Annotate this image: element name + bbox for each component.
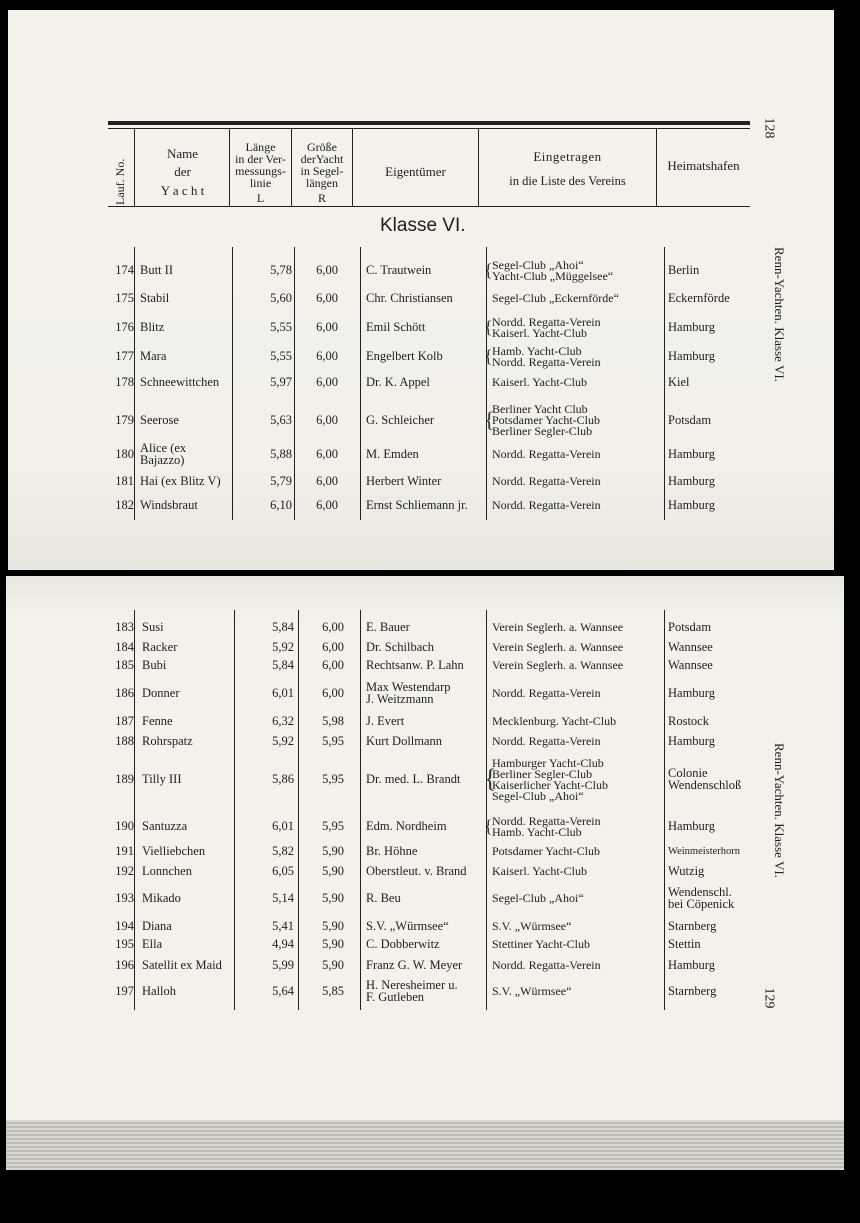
yacht-name: Fenne xyxy=(142,714,173,728)
owner-name: E. Bauer xyxy=(366,620,410,634)
club-entry: S.V. „Würmsee“ xyxy=(492,919,572,933)
yacht-name: Mikado xyxy=(142,891,181,905)
owner-name: Engelbert Kolb xyxy=(366,349,443,363)
yacht-name: Mara xyxy=(140,349,167,363)
header-name-3: Y a c h t xyxy=(160,183,205,198)
club-entry: Potsdamer Yacht-Club xyxy=(492,844,600,858)
yacht-name: Santuzza xyxy=(142,819,188,833)
length-value: 5,84 xyxy=(272,620,294,634)
header-laenge-3: messungs- xyxy=(235,164,286,178)
row-number: 189 xyxy=(115,772,134,786)
length-value: 5,60 xyxy=(270,291,292,305)
length-value: 6,01 xyxy=(272,686,294,700)
header-groesse-2: derYacht xyxy=(300,152,344,166)
header-bottom-rule xyxy=(108,206,750,207)
row-number: 187 xyxy=(115,714,134,728)
yacht-name: Rohrspatz xyxy=(142,734,193,748)
length-value: 5,79 xyxy=(270,474,292,488)
home-port: Starnberg xyxy=(668,984,717,998)
brace-mark: { xyxy=(484,345,493,366)
row-number: 183 xyxy=(115,620,134,634)
home-port: Starnberg xyxy=(668,919,717,933)
club-entry: Verein Seglerh. a. Wannsee xyxy=(492,658,624,672)
yacht-name: Tilly III xyxy=(142,772,182,786)
club-entry: Berliner Yacht Club xyxy=(492,402,588,416)
brace-mark: { xyxy=(484,316,493,337)
header-eingetragen-2: in die Liste des Vereins xyxy=(509,174,626,188)
home-port: Hamburg xyxy=(668,819,715,833)
home-port: Hamburg xyxy=(668,686,715,700)
club-entry: Nordd. Regatta-Verein xyxy=(492,314,601,329)
length-value: 5,14 xyxy=(272,891,294,905)
row-number: 196 xyxy=(115,958,134,972)
header-name-1: Name xyxy=(166,146,199,161)
home-port: Potsdam xyxy=(668,620,712,634)
club-entry: Verein Seglerh. a. Wannsee xyxy=(492,620,624,634)
yacht-name: Ella xyxy=(142,937,163,951)
yacht-name: Satellit ex Maid xyxy=(142,958,222,972)
header-top-rule-thin xyxy=(108,128,750,129)
row-number: 193 xyxy=(115,891,134,905)
owner-name: Dr. Schilbach xyxy=(366,640,435,654)
header-laenge-1: Länge xyxy=(245,140,276,154)
home-port: Hamburg xyxy=(668,320,715,334)
length-value: 6,10 xyxy=(270,498,292,512)
header-top-rule xyxy=(108,121,750,125)
page-number-bottom: 129 xyxy=(761,987,777,1009)
length-value: 6,01 xyxy=(272,819,294,833)
owner-name: Oberstleut. v. Brand xyxy=(366,864,467,878)
yacht-name: Bajazzo) xyxy=(140,453,185,467)
yacht-name: Racker xyxy=(142,640,178,654)
sail-size-value: 6,00 xyxy=(316,447,338,461)
sail-size-value: 5,90 xyxy=(322,937,344,951)
row-number: 194 xyxy=(115,919,134,933)
sail-size-value: 6,00 xyxy=(316,320,338,334)
sail-size-value: 6,00 xyxy=(316,413,338,427)
length-value: 4,94 xyxy=(272,937,294,951)
home-port: bei Cöpenick xyxy=(668,897,735,911)
sail-size-value: 6,00 xyxy=(316,291,338,305)
owner-name: M. Emden xyxy=(366,447,419,461)
yacht-name: Susi xyxy=(142,620,164,634)
club-entry: Nordd. Regatta-Verein xyxy=(492,498,601,512)
club-entry: Hamb. Yacht-Club xyxy=(492,824,582,839)
home-port: Weinmeisterhorn xyxy=(668,846,741,857)
header-groesse-3: in Segel- xyxy=(300,164,344,178)
owner-name: Kurt Dollmann xyxy=(366,734,443,748)
sail-size-value: 6,00 xyxy=(322,620,344,634)
row-number: 178 xyxy=(115,375,134,389)
sail-size-value: 5,90 xyxy=(322,844,344,858)
header-eingetragen-1: Eingetragen xyxy=(533,149,602,164)
yacht-name: Donner xyxy=(142,686,180,700)
row-number: 195 xyxy=(115,937,134,951)
sail-size-value: 6,00 xyxy=(316,375,338,389)
owner-name: H. Neresheimer u. xyxy=(366,978,458,992)
owner-name: Max Westendarp xyxy=(366,680,451,694)
header-groesse-1: Größe xyxy=(307,140,337,154)
home-port: Hamburg xyxy=(668,447,715,461)
owner-name: R. Beu xyxy=(366,891,401,905)
owner-name: J. Evert xyxy=(366,714,405,728)
yacht-name: Butt II xyxy=(140,263,173,277)
home-port: Potsdam xyxy=(668,413,712,427)
yacht-name: Halloh xyxy=(142,984,177,998)
row-number: 182 xyxy=(115,498,134,512)
club-entry: Mecklenburg. Yacht-Club xyxy=(492,714,617,728)
club-entry: Segel-Club „Eckernförde“ xyxy=(492,291,619,305)
length-value: 5,97 xyxy=(270,375,292,389)
club-entry: Nordd. Regatta-Verein xyxy=(492,447,601,461)
sail-size-value: 5,90 xyxy=(322,891,344,905)
page-edges xyxy=(6,1120,844,1170)
length-value: 5,82 xyxy=(272,844,294,858)
home-port: Wannsee xyxy=(668,658,713,672)
sail-size-value: 5,90 xyxy=(322,919,344,933)
sail-size-value: 5,90 xyxy=(322,958,344,972)
brace-mark: { xyxy=(484,815,493,836)
home-port: Wannsee xyxy=(668,640,713,654)
header-laenge-5: L xyxy=(256,191,265,205)
club-entry: Nordd. Regatta-Verein xyxy=(492,734,601,748)
page-number-top: 128 xyxy=(761,117,777,139)
row-number: 185 xyxy=(115,658,134,672)
sail-size-value: 6,00 xyxy=(316,263,338,277)
owner-name: F. Gutleben xyxy=(366,990,425,1004)
home-port: Wendenschl. xyxy=(668,885,732,899)
yacht-name: Lonnchen xyxy=(142,864,192,878)
owner-name: G. Schleicher xyxy=(366,413,435,427)
row-number: 184 xyxy=(115,640,134,654)
owner-name: S.V. „Würmsee“ xyxy=(366,919,449,933)
sail-size-value: 6,00 xyxy=(322,658,344,672)
yacht-name: Bubi xyxy=(142,658,167,672)
length-value: 6,32 xyxy=(272,714,294,728)
owner-name: Emil Schött xyxy=(366,320,426,334)
row-number: 181 xyxy=(115,474,134,488)
club-entry: Hamb. Yacht-Club xyxy=(492,343,582,358)
header-groesse-5: R xyxy=(317,191,326,205)
length-value: 5,78 xyxy=(270,263,292,277)
length-value: 5,88 xyxy=(270,447,292,461)
owner-name: Rechtsanw. P. Lahn xyxy=(366,658,464,672)
row-number: 175 xyxy=(115,291,134,305)
length-value: 5,86 xyxy=(272,772,294,786)
row-number: 186 xyxy=(115,686,134,700)
club-entry: Berliner Segler-Club xyxy=(492,424,593,438)
brace-mark: { xyxy=(484,259,493,280)
club-entry: S.V. „Würmsee“ xyxy=(492,984,572,998)
length-value: 5,92 xyxy=(272,734,294,748)
header-eigentuemer: Eigentümer xyxy=(385,164,446,179)
club-entry: Hamburger Yacht-Club xyxy=(492,755,604,770)
row-number: 174 xyxy=(115,263,134,277)
home-port: Hamburg xyxy=(668,734,715,748)
home-port: Stettin xyxy=(668,937,701,951)
length-value: 6,05 xyxy=(272,864,294,878)
home-port: Hamburg xyxy=(668,349,715,363)
yacht-name: Stabil xyxy=(140,291,170,305)
owner-name: Franz G. W. Meyer xyxy=(366,958,463,972)
club-entry: Nordd. Regatta-Verein xyxy=(492,813,601,828)
running-head-top: Renn-Yachten. Klasse VI. xyxy=(772,247,787,382)
owner-name: Herbert Winter xyxy=(366,474,442,488)
header-laenge-2: in der Ver- xyxy=(235,152,286,166)
club-entry: Segel-Club „Ahoi“ xyxy=(492,257,584,272)
club-entry: Nordd. Regatta-Verein xyxy=(492,354,601,369)
yacht-name: Seerose xyxy=(140,413,179,427)
yacht-name: Hai (ex Blitz V) xyxy=(140,474,221,488)
sail-size-value: 6,00 xyxy=(316,349,338,363)
yacht-name: Vielliebchen xyxy=(142,844,206,858)
sail-size-value: 5,90 xyxy=(322,864,344,878)
home-port: Rostock xyxy=(668,714,709,728)
club-entry: Stettiner Yacht-Club xyxy=(492,937,590,951)
class-title: Klasse VI. xyxy=(380,215,466,236)
club-entry: Segel-Club „Ahoi“ xyxy=(492,891,584,905)
home-port: Eckernförde xyxy=(668,291,730,305)
length-value: 5,55 xyxy=(270,349,292,363)
header-lauf-no: Lauf. No. xyxy=(113,158,127,205)
header-laenge-4: linie xyxy=(249,176,272,190)
yacht-name: Windsbraut xyxy=(140,498,198,512)
header-name-2: der xyxy=(174,164,191,179)
club-entry: Kaiserlicher Yacht-Club xyxy=(492,777,608,792)
length-value: 5,84 xyxy=(272,658,294,672)
club-entry: Kaiserl. Yacht-Club xyxy=(492,325,587,340)
owner-name: Ernst Schliemann jr. xyxy=(366,498,468,512)
home-port: Wutzig xyxy=(668,864,705,878)
owner-name: Chr. Christiansen xyxy=(366,291,453,305)
yacht-name: Blitz xyxy=(140,320,165,334)
row-number: 177 xyxy=(115,349,134,363)
sail-size-value: 5,95 xyxy=(322,772,344,786)
length-value: 5,64 xyxy=(272,984,294,998)
owner-name: C. Trautwein xyxy=(366,263,432,277)
length-value: 5,99 xyxy=(272,958,294,972)
home-port: Kiel xyxy=(668,375,690,389)
owner-name: Edm. Nordheim xyxy=(366,819,447,833)
home-port: Wendenschloß xyxy=(668,778,742,792)
club-entry: Potsdamer Yacht-Club xyxy=(492,413,600,427)
yacht-name: Alice (ex xyxy=(140,441,187,455)
header-heimatshafen: Heimatshafen xyxy=(667,158,740,173)
row-number: 188 xyxy=(115,734,134,748)
brace-mark: { xyxy=(484,763,497,793)
row-number: 179 xyxy=(115,413,134,427)
club-entry: Nordd. Regatta-Verein xyxy=(492,474,601,488)
running-head-bottom: Renn-Yachten. Klasse VI. xyxy=(772,743,787,878)
club-entry: Kaiserl. Yacht-Club xyxy=(492,375,587,389)
home-port: Berlin xyxy=(668,263,700,277)
sail-size-value: 5,98 xyxy=(322,714,344,728)
row-number: 176 xyxy=(115,320,134,334)
home-port: Hamburg xyxy=(668,498,715,512)
club-entry: Verein Seglerh. a. Wannsee xyxy=(492,640,624,654)
club-entry: Nordd. Regatta-Verein xyxy=(492,686,601,700)
yacht-name: Diana xyxy=(142,919,172,933)
length-value: 5,92 xyxy=(272,640,294,654)
home-port: Hamburg xyxy=(668,958,715,972)
club-entry: Kaiserl. Yacht-Club xyxy=(492,864,587,878)
sail-size-value: 5,95 xyxy=(322,819,344,833)
club-entry: Berliner Segler-Club xyxy=(492,766,593,781)
length-value: 5,63 xyxy=(270,413,292,427)
row-number: 197 xyxy=(115,984,134,998)
length-value: 5,41 xyxy=(272,919,294,933)
sail-size-value: 6,00 xyxy=(316,498,338,512)
length-value: 5,55 xyxy=(270,320,292,334)
club-entry: Nordd. Regatta-Verein xyxy=(492,958,601,972)
owner-name: C. Dobberwitz xyxy=(366,937,440,951)
brace-mark: { xyxy=(484,407,495,432)
row-number: 190 xyxy=(115,819,134,833)
sail-size-value: 6,00 xyxy=(316,474,338,488)
sail-size-value: 5,95 xyxy=(322,734,344,748)
sail-size-value: 6,00 xyxy=(322,640,344,654)
owner-name: J. Weitzmann xyxy=(366,692,434,706)
sail-size-value: 5,85 xyxy=(322,984,344,998)
home-port: Hamburg xyxy=(668,474,715,488)
row-number: 180 xyxy=(115,447,134,461)
owner-name: Dr. med. L. Brandt xyxy=(366,772,461,786)
row-number: 192 xyxy=(115,864,134,878)
header-groesse-4: längen xyxy=(306,176,338,190)
club-entry: Segel-Club „Ahoi“ xyxy=(492,788,584,803)
club-entry: Yacht-Club „Müggelsee“ xyxy=(492,268,614,283)
owner-name: Br. Höhne xyxy=(366,844,418,858)
owner-name: Dr. K. Appel xyxy=(366,375,430,389)
yacht-name: Schneewittchen xyxy=(140,375,220,389)
home-port: Colonie xyxy=(668,766,708,780)
row-number: 191 xyxy=(115,844,134,858)
sail-size-value: 6,00 xyxy=(322,686,344,700)
